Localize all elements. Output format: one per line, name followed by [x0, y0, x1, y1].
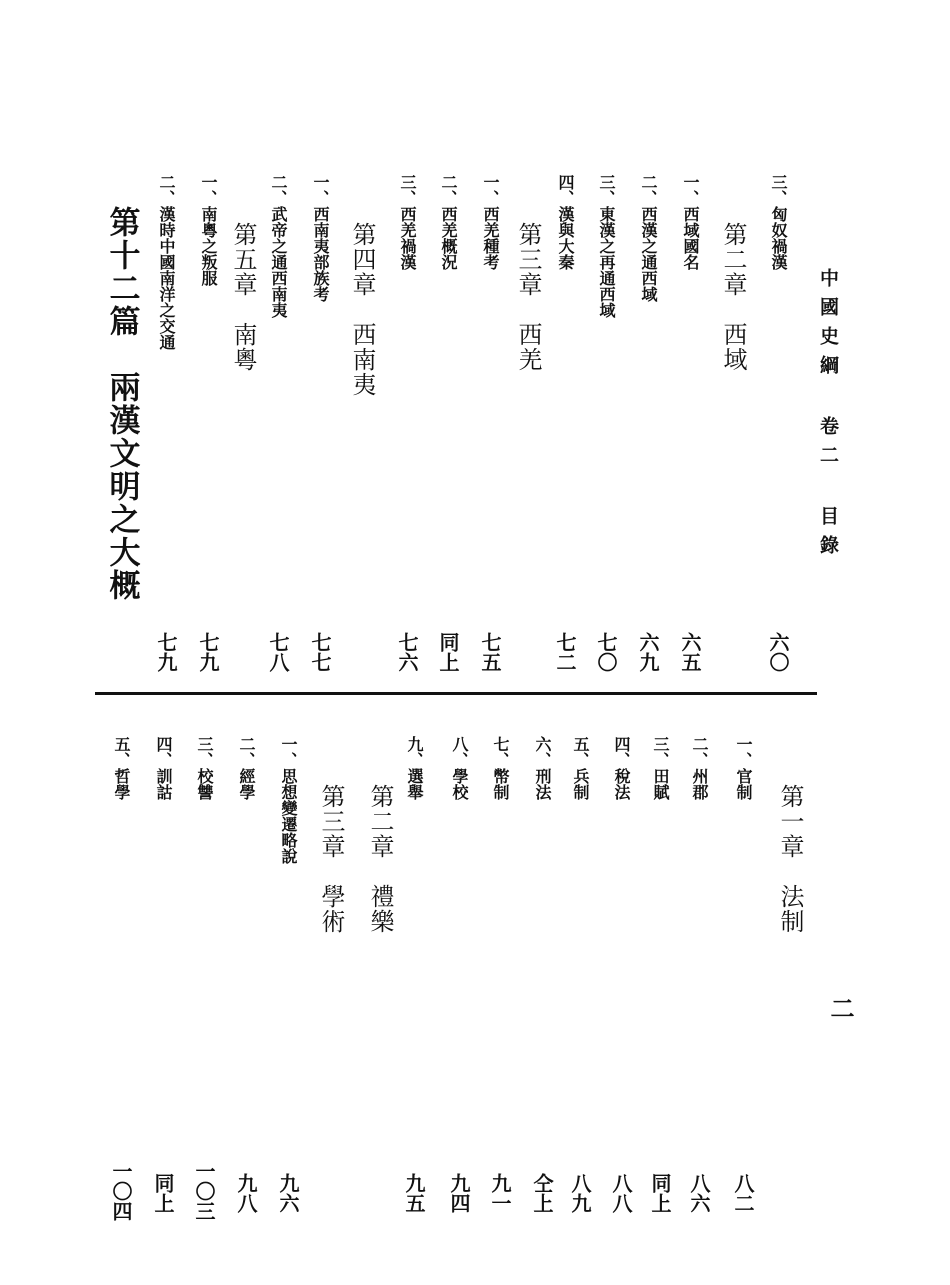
toc-entry: 二、西羌概況 [439, 174, 458, 270]
toc-page-number: 八二 [731, 1173, 755, 1213]
toc-entry: 五、兵制 [571, 736, 590, 800]
toc-page-number: 七〇 [594, 632, 618, 672]
toc-page-number: 六〇 [766, 632, 790, 672]
toc-page-number: 同上 [436, 632, 460, 672]
toc-entry: 二、州郡 [690, 736, 709, 800]
toc-page-number: 一〇四 [109, 1161, 133, 1221]
toc-entry: 二、漢時中國南洋之交通 [157, 174, 176, 350]
toc-page-number: 九一 [488, 1173, 512, 1213]
chapter-heading: 第四章 西南夷 [348, 222, 376, 397]
toc-entry: 九、選舉 [405, 736, 424, 800]
chapter-heading: 第三章 學術 [317, 784, 345, 934]
chapter-heading: 第二章 禮樂 [366, 784, 394, 934]
chapter-heading: 第五章 南粵 [229, 222, 257, 372]
toc-entry: 四、訓詁 [154, 736, 173, 800]
toc-page-number: 九四 [447, 1173, 471, 1213]
toc-entry: 四、漢與大秦 [556, 174, 575, 270]
toc-page-number: 七九 [196, 632, 220, 672]
chapter-heading: 第一章 法制 [776, 784, 804, 934]
toc-entry: 一、南粵之叛服 [199, 174, 218, 286]
toc-entry: 一、西羌種考 [481, 174, 500, 270]
toc-page-number: 同上 [648, 1173, 672, 1213]
toc-page-number: 八八 [609, 1173, 633, 1213]
toc-entry: 三、東漢之再通西域 [597, 174, 616, 318]
chapter-heading: 第二章 西域 [719, 222, 747, 372]
toc-page-number: 一〇三 [192, 1161, 216, 1221]
toc-page-number: 九五 [402, 1173, 426, 1213]
toc-page-number: 六九 [636, 632, 660, 672]
toc-page-number: 七二 [553, 632, 577, 672]
toc-page-number: 七九 [154, 632, 178, 672]
toc-page-number: 七六 [395, 632, 419, 672]
toc-page-number: 六五 [678, 632, 702, 672]
toc-page-number: 八九 [568, 1173, 592, 1213]
toc-page-number: 八六 [687, 1173, 711, 1213]
toc-entry: 五、哲學 [112, 736, 131, 800]
toc-entry: 二、武帝之通西南夷 [269, 174, 288, 318]
chapter-heading: 第三章 西羌 [514, 222, 542, 372]
toc-entry: 三、西羌禍漢 [398, 174, 417, 270]
toc-page-number: 同上 [151, 1173, 175, 1213]
toc-entry: 七、幣制 [491, 736, 510, 800]
toc-entry: 六、刑法 [533, 736, 552, 800]
toc-entry: 一、西域國名 [681, 174, 700, 270]
running-header: 中國史綱 卷二 目錄 [817, 268, 839, 564]
toc-page-number: 九六 [276, 1173, 300, 1213]
part-title: 第十二篇 兩漢文明之大概 [103, 206, 140, 602]
toc-entry: 一、思想變遷略說 [279, 736, 298, 864]
toc-entry: 三、匈奴禍漢 [769, 174, 788, 270]
toc-page-number: 七八 [266, 632, 290, 672]
toc-entry: 八、學校 [450, 736, 469, 800]
toc-entry: 四、稅法 [612, 736, 631, 800]
toc-page-number: 仝上 [530, 1173, 554, 1213]
toc-entry: 三、校讐 [195, 736, 214, 800]
toc-page-number: 九八 [234, 1173, 258, 1213]
toc-entry: 二、西漢之通西域 [639, 174, 658, 302]
toc-entry: 一、西南夷部族考 [311, 174, 330, 302]
toc-page-number: 七五 [478, 632, 502, 672]
toc-entry: 一、官制 [734, 736, 753, 800]
page-number: 二 [826, 996, 855, 1020]
section-divider-rule [95, 692, 817, 695]
toc-page-number: 七七 [308, 632, 332, 672]
toc-entry: 二、經學 [237, 736, 256, 800]
toc-entry: 三、田賦 [651, 736, 670, 800]
